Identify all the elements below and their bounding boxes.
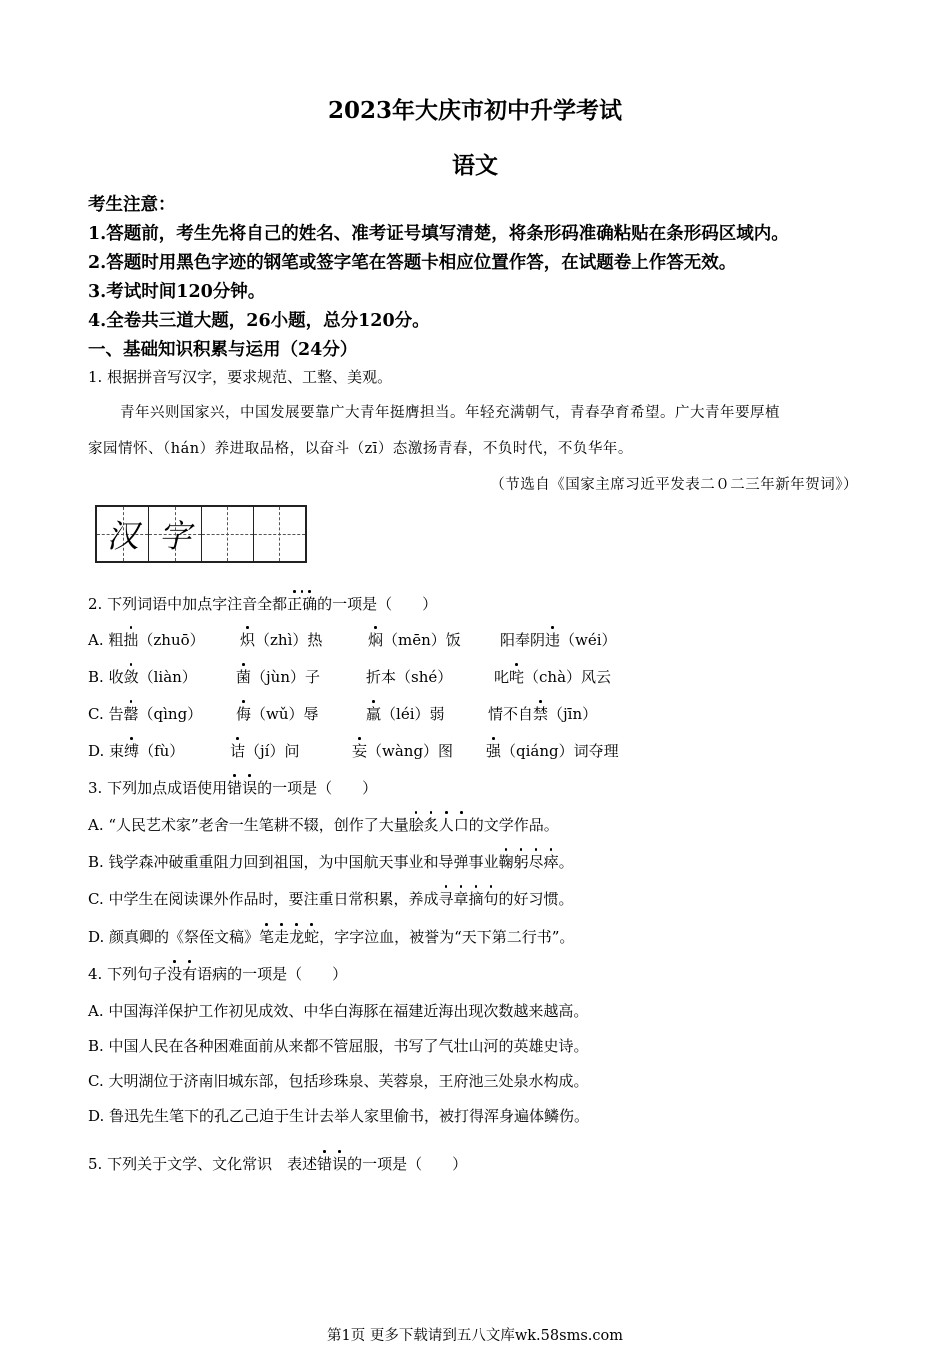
- q2-option-b-item: 菌（jùn）子: [236, 668, 320, 686]
- q2-option-c[interactable]: C. 告罄（qìng）: [88, 705, 203, 723]
- q1-passage-line: 家园情怀、（hán）养进取品格，以奋斗（zī）态激扬青春，不负时代，不负华年。: [88, 441, 633, 457]
- q2-option-c-item: 羸（léi）弱: [366, 705, 445, 723]
- q3-option-b[interactable]: B. 钱学森冲破重重阻力回到祖国，为中国航天事业和导弹事业鞠躬尽瘁。: [88, 853, 574, 871]
- subject-title: 语文: [452, 152, 498, 179]
- notice-heading: 考生注意：: [88, 195, 176, 215]
- q2-option-d[interactable]: D. 束缚（fù）: [88, 742, 185, 760]
- notice-item: 1.答题前，考生先将自己的姓名、准考证号填写清楚，将条形码准确粘贴在条形码区域内。: [88, 224, 789, 244]
- q2-option-a-item: 阳奉阴违（wéi）: [500, 631, 617, 649]
- notice-item: 4.全卷共三道大题，26小题，总分120分。: [88, 311, 430, 331]
- writing-grid[interactable]: [95, 505, 307, 563]
- q2-option-c-item: 侮（wǔ）辱: [236, 705, 319, 723]
- q3-option-d[interactable]: D. 颜真卿的《祭侄文稿》笔走龙蛇，字字泣血，被誉为“天下第二行书”。: [88, 928, 575, 946]
- q2-option-a-item: 炽（zhì）热: [240, 631, 323, 649]
- grid-cell[interactable]: [149, 507, 201, 561]
- grid-cell[interactable]: [97, 507, 149, 561]
- question-2-prompt: 2. 下列词语中加点字注音全都正确的一项是（ ）: [88, 595, 438, 613]
- q2-option-a-item: 焖（mēn）饭: [368, 631, 461, 649]
- q3-option-c[interactable]: C. 中学生在阅读课外作品时，要注重日常积累，养成寻章摘句的好习惯。: [88, 890, 574, 908]
- notice-item: 3.考试时间120分钟。: [88, 282, 266, 302]
- q4-option-a[interactable]: A. 中国海洋保护工作初见成效、中华白海豚在福建近海出现次数越来越高。: [88, 1002, 589, 1020]
- exam-title: 2023年大庆市初中升学考试: [327, 97, 622, 124]
- page-footer: 第1页 更多下载请到五八文库wk.58sms.com: [327, 1328, 623, 1344]
- q2-option-d-item: 诘（jí）问: [230, 742, 300, 760]
- q2-option-b-item: 折本（shé）: [366, 668, 453, 686]
- q2-option-d-item: 妄（wàng）图: [352, 742, 454, 760]
- q4-option-c[interactable]: C. 大明湖位于济南旧城东部，包括珍珠泉、芙蓉泉，王府池三处泉水构成。: [88, 1072, 589, 1090]
- question-5-prompt: 5. 下列关于文学、文化常识 表述错误的一项是（ ）: [88, 1155, 468, 1173]
- q2-option-b-item: 叱咤（chà）风云: [494, 668, 612, 686]
- q2-option-a[interactable]: A. 粗拙（zhuō）: [88, 631, 205, 649]
- grid-char: 字: [158, 517, 191, 555]
- q1-passage-line: 青年兴则国家兴，中国发展要靠广大青年挺膺担当。年轻充满朝气，青春孕育希望。广大青年要厚植: [120, 405, 780, 421]
- q4-option-d[interactable]: D. 鲁迅先生笔下的孔乙己迫于生计去举人家里偷书，被打得浑身遍体鳞伤。: [88, 1107, 590, 1125]
- grid-cell[interactable]: [254, 507, 305, 561]
- grid-cell[interactable]: [202, 507, 254, 561]
- section-heading: 一、基础知识积累与运用（24分）: [88, 340, 358, 360]
- q1-source: （节选自《国家主席习近平发表二０二三年新年贺词》）: [490, 477, 858, 493]
- q2-option-b[interactable]: B. 收敛（liàn）: [88, 668, 197, 686]
- question-4-prompt: 4. 下列句子没有语病的一项是（ ）: [88, 965, 348, 983]
- question-3-prompt: 3. 下列加点成语使用错误的一项是（ ）: [88, 779, 378, 797]
- q2-option-c-item: 情不自禁（jīn）: [488, 705, 598, 723]
- q2-option-d-item: 强（qiáng）词夺理: [486, 742, 619, 760]
- q3-option-a[interactable]: A. “人民艺术家”老舍一生笔耕不辍，创作了大量脍炙人口的文学作品。: [88, 816, 559, 834]
- notice-item: 2.答题时用黑色字迹的钢笔或签字笔在答题卡相应位置作答，在试题卷上作答无效。: [88, 253, 737, 273]
- grid-char: 汉: [106, 517, 139, 555]
- q4-option-b[interactable]: B. 中国人民在各种困难面前从来都不管屈服，书写了气壮山河的英雄史诗。: [88, 1037, 589, 1055]
- question-1-prompt: 1. 根据拼音写汉字，要求规范、工整、美观。: [88, 368, 393, 386]
